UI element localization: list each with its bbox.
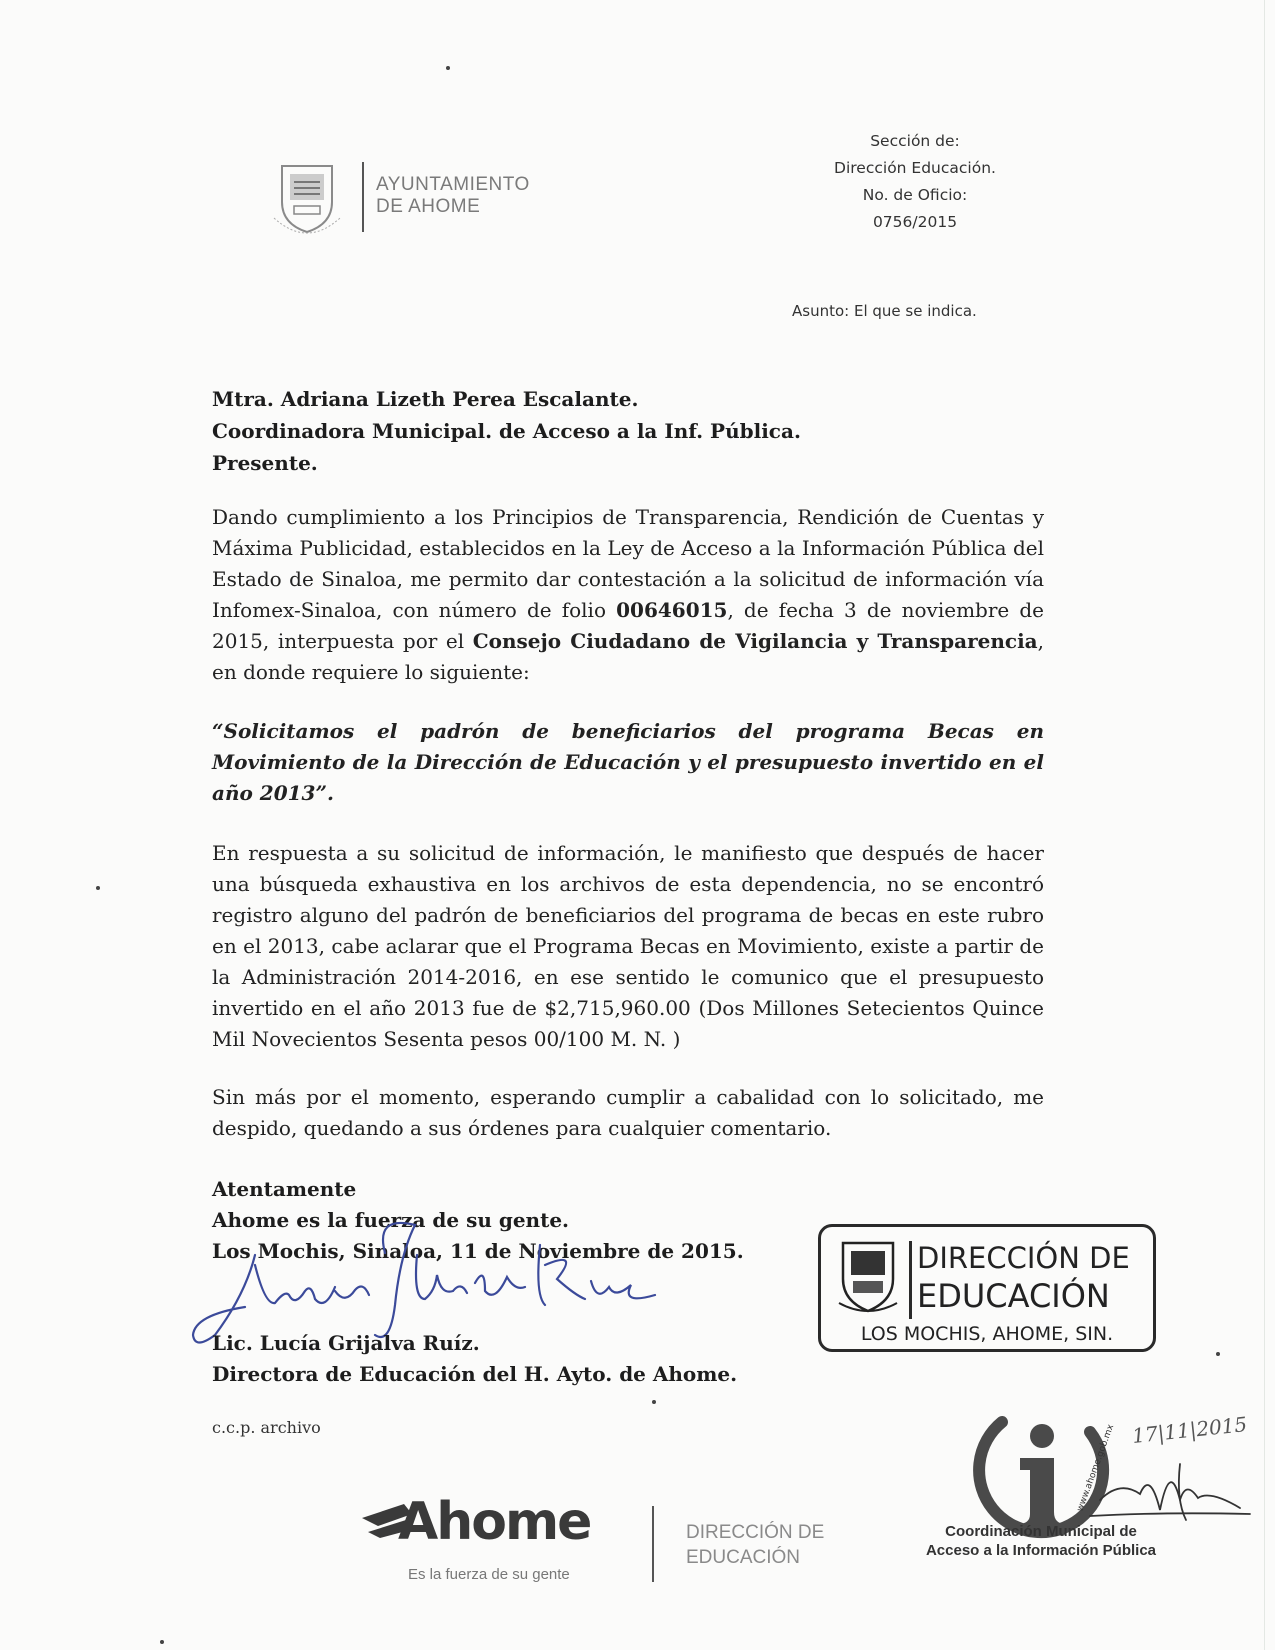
oficio-number: 0756/2015: [872, 213, 958, 231]
recipient-title: Coordinadora Municipal. de Acceso a la Inf. Pública.: [212, 419, 801, 443]
scan-speck: [96, 886, 100, 890]
recipient-name: Mtra. Adriana Lizeth Perea Escalante.: [212, 387, 639, 411]
org-name: [376, 174, 530, 218]
paragraph-4: Sin más por el momento, esperando cumplir a cabalidad con lo solicitado, me despido, quedando a sus órdenes para cualquier comentario.: [212, 1085, 1044, 1140]
brand-wordmark: Ahome: [398, 1492, 591, 1552]
crest-icon: [272, 158, 342, 236]
stamp-line1: DIRECCIÓN DE: [917, 1241, 1130, 1275]
ccp-line: c.c.p. archivo: [212, 1418, 321, 1437]
footer-department: [686, 1520, 824, 1570]
page-edge: [1264, 0, 1265, 1650]
info-label-line2: Acceso a la Información Pública: [925, 1542, 1157, 1559]
education-stamp: [818, 1224, 1156, 1352]
paragraph-3: En respuesta a su solicitud de información, le manifiesto que después de hacer una búsqueda exhaustiva en los archivos de esta dependencia, no se encontró registro alguno del padrón de beneficiarios del programa de becas en este rubro en el 2013, cabe aclarar que el Programa Becas en Movimiento, existe a partir de la Administración 2014-2016, en ese sentido le comunico que el presupuesto invertido en el año 2013 fue de $2,715,960.00 (Dos Millones Setecientos Quince Mil Novecientos Sesenta pesos 00/100 M. N. ): [212, 841, 1044, 1051]
recipient-block: [212, 383, 801, 479]
footer-dept-line2: EDUCACIÓN: [686, 1547, 801, 1568]
closing-line1: Atentamente: [212, 1177, 357, 1201]
stamp-divider: [909, 1241, 912, 1319]
info-label-line1: Coordinación Municipal de: [945, 1523, 1137, 1540]
stamp-line2: EDUCACIÓN: [917, 1277, 1110, 1315]
paragraph-1: [212, 502, 1044, 688]
section-line: No. de Oficio:: [862, 186, 968, 204]
org-line1: AYUNTAMIENTO: [376, 174, 530, 195]
scan-speck: [446, 66, 450, 70]
p1-text-a: Dando cumplimiento a los Principios de Transparencia, Rendición de Cuentas y Máxima Publicidad, establecidos en la Ley de Acceso a la Información Pública del Estado de Sinaloa, me permito dar contestación a la solicitud de información vía Infomex-Sinaloa, con número de folio: [212, 505, 1044, 622]
closing-line3: Los Mochis, Sinaloa, 11 de Noviembre de 2015.: [212, 1239, 744, 1263]
crest-icon: [835, 1237, 901, 1317]
signer-position: Directora de Educación del H. Ayto. de Ahome.: [212, 1362, 738, 1386]
org-line2: DE AHOME: [376, 196, 481, 217]
request-quote: “Solicitamos el padrón de beneficiarios del programa Becas en Movimiento de la Dirección de Educación y el presupuesto invertido en el año 2013”.: [212, 719, 1044, 805]
recipient-presente: Presente.: [212, 451, 318, 475]
signer-block: [212, 1328, 737, 1390]
stamp-line3: LOS MOCHIS, AHOME, SIN.: [860, 1323, 1114, 1345]
folio-number: 00646015: [616, 598, 728, 622]
footer-dept-line1: DIRECCIÓN DE: [686, 1522, 825, 1543]
header-logo: [252, 152, 592, 242]
closing-line2: Ahome es la fuerza de su gente.: [212, 1208, 570, 1232]
scan-speck: [1216, 1352, 1220, 1356]
requester-org: Consejo Ciudadano de Vigilancia y Transparencia: [472, 629, 1038, 653]
scan-speck: [160, 1640, 164, 1644]
header-divider: [362, 162, 364, 232]
section-info: [800, 128, 1030, 236]
scan-speck: [652, 1400, 656, 1404]
p1-text-c: , en donde requiere lo siguiente:: [212, 629, 1044, 684]
footer-divider: [652, 1506, 654, 1582]
received-date: 17|11|2015: [1131, 1412, 1249, 1448]
info-stamp-url: www.ahome.gob.mx: [1075, 1423, 1117, 1514]
section-line: Sección de:: [870, 132, 960, 150]
brand-tagline: Es la fuerza de su gente: [408, 1566, 570, 1583]
info-stamp-label: [906, 1522, 1176, 1560]
initials-signature-icon: [1080, 1450, 1260, 1530]
section-line: Dirección Educación.: [834, 159, 996, 177]
p1-text-b: , de fecha 3 de noviembre de 2015, interpuesta por el: [212, 598, 1044, 653]
signer-name: Lic. Lucía Grijalva Ruíz.: [212, 1331, 480, 1355]
subject-line: Asunto: El que se indica.: [792, 302, 977, 320]
